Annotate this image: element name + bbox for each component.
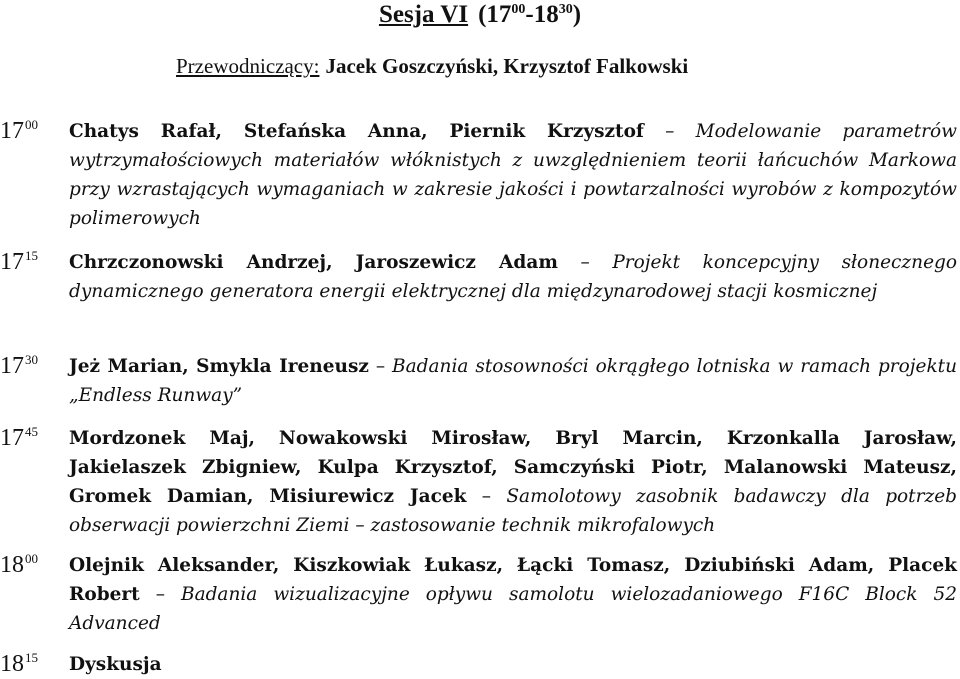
entry-authors: Jeż Marian, Smykla Ireneusz <box>69 356 369 377</box>
entry-text: Jeż Marian, Smykla Ireneusz – Badania stosowności okrągłego lotniska w ramach projektu „Endless Runway” <box>69 356 958 406</box>
entry-title: Projekt koncepcyjny słonecznego dynamicznego generatora energii elektrycznej dla międzynarodowej stacji kosmicznej <box>69 252 958 302</box>
entry-time: $17^{45}$ <box>0 424 38 451</box>
entry-title: Badania wizualizacyjne opływu samolotu wielozadaniowego F16C Block 52 Advanced <box>69 584 957 634</box>
entry-time: $17^{30}$ <box>0 352 38 379</box>
entry-title: Badania stosowności okrągłego lotniska w ramach projektu „Endless Runway” <box>69 356 958 406</box>
entry-text: Chrzczonowski Andrzej, Jaroszewicz Adam – Projekt koncepcyjny słonecznego dynamicznego generatora energii elektrycznej dla międzynarodowej stacji kosmicznej <box>69 252 958 302</box>
entry-time: $18^{15}$ <box>0 650 38 677</box>
session-time: $(17^{00}-18^{30})$ <box>478 1 582 28</box>
entry-title: Samolotowy zasobnik badawczy dla potrzeb obserwacji powierzchni Ziemi – zastosowanie technik mikrofalowych <box>69 486 957 536</box>
session-name: Sesja VI <box>378 1 469 28</box>
entry-time: $17^{00}$ <box>0 117 38 144</box>
entry-authors: Olejnik Aleksander, Kiszkowiak Łukasz, Łącki Tomasz, Dziubiński Adam, Placek Robert <box>69 555 957 605</box>
entry-authors: Mordzonek Maj, Nowakowski Mirosław, Bryl Marcin, Krzonkalla Jarosław, Jakielaszek Zbigniew, Kulpa Krzysztof, Samczyński Piotr, Malanowski Mateusz, Gromek Damian, Misiurewicz Jacek <box>69 428 957 507</box>
entry-time: $17^{15}$ <box>0 248 38 275</box>
entry-text <box>69 650 957 679</box>
entry-authors: Dyskusja <box>69 654 162 675</box>
chairs-label: Przewodniczący: <box>176 54 320 78</box>
entry-text: Olejnik Aleksander, Kiszkowiak Łukasz, Łącki Tomasz, Dziubiński Adam, Placek Robert – Badania wizualizacyjne opływu samolotu wielozadaniowego F16C Block 52 Advanced <box>69 555 957 634</box>
entry-authors: Chatys Rafał, Stefańska Anna, Piernik Krzysztof <box>69 121 644 142</box>
entry-title: Modelowanie parametrów wytrzymałościowych materiałów włóknistych z uwzględnieniem teorii łańcuchów Markowa przy wzrastających wymaganiach w zakresie jakości i powtarzalności wyrobów z kompozytów polimerowych <box>69 121 957 229</box>
session-chairs <box>176 52 688 80</box>
session-header <box>0 0 960 30</box>
chairs-names: Jacek Goszczyński, Krzysztof Falkowski <box>325 54 689 78</box>
entry-text: Mordzonek Maj, Nowakowski Mirosław, Bryl Marcin, Krzonkalla Jarosław, Jakielaszek Zbigniew, Kulpa Krzysztof, Samczyński Piotr, Malanowski Mateusz, Gromek Damian, Misiurewicz Jacek – Samolotowy zasobnik badawczy dla potrzeb obserwacji powierzchni Ziemi – zastosowanie technik mikrofalowych <box>69 428 957 536</box>
entry-time: $18^{00}$ <box>0 551 38 578</box>
entry-text: Chatys Rafał, Stefańska Anna, Piernik Krzysztof – Modelowanie parametrów wytrzymałościowych materiałów włóknistych z uwzględnieniem teorii łańcuchów Markowa przy wzrastających wymaganiach w zakresie jakości i powtarzalności wyrobów z kompozytów polimerowych <box>69 121 957 229</box>
entry-authors: Chrzczonowski Andrzej, Jaroszewicz Adam <box>69 252 558 273</box>
